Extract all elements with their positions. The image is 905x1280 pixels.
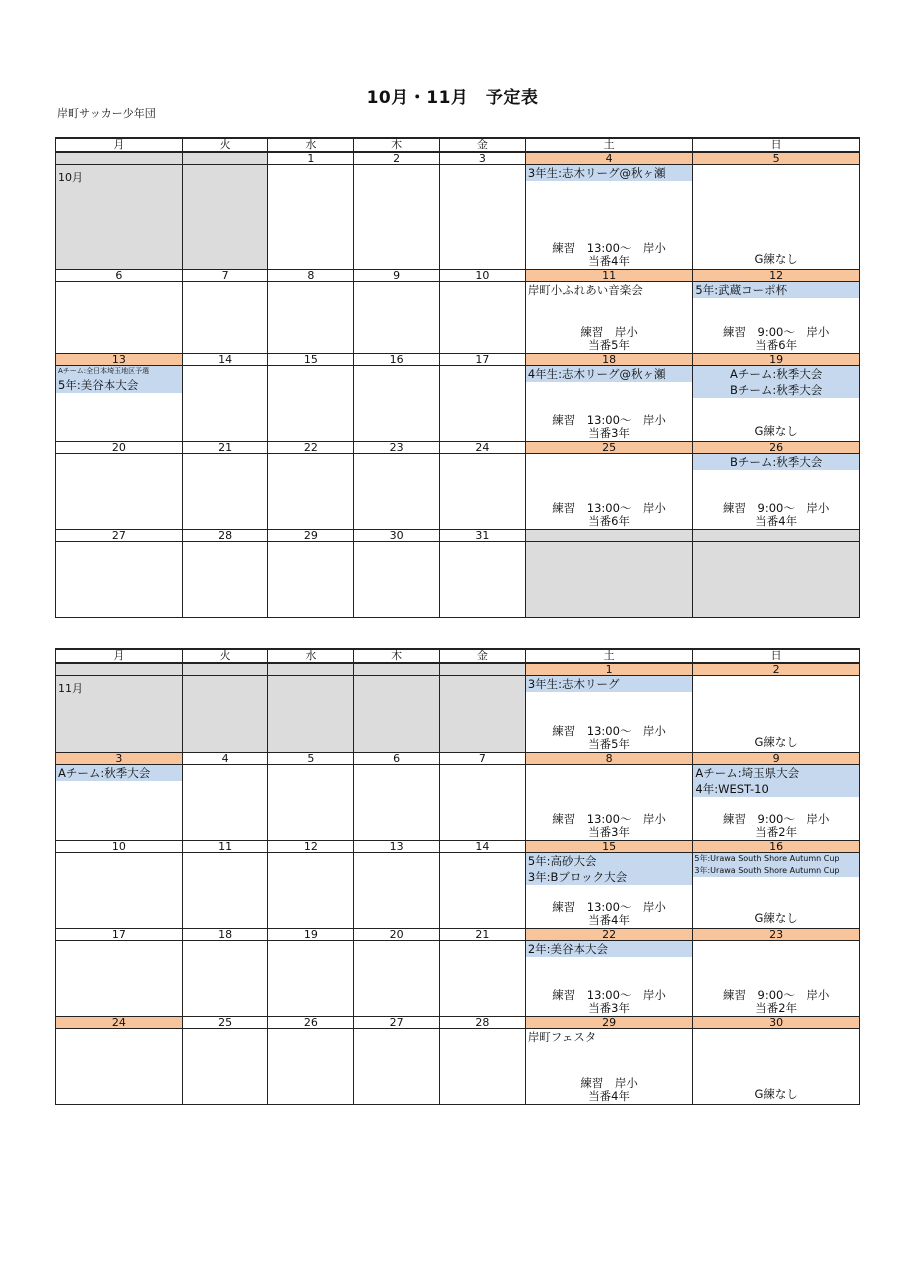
week-content-row	[56, 853, 859, 928]
week-content-row	[56, 542, 859, 617]
date-number: 20	[56, 441, 183, 454]
day-cell	[268, 853, 354, 928]
date-row	[56, 840, 859, 853]
date-number: 10	[440, 269, 526, 282]
duty-info: 当番4年	[755, 514, 798, 528]
weekday-label: 月	[56, 138, 183, 151]
month-label: 10月	[58, 171, 83, 184]
weekday-label: 水	[268, 649, 354, 662]
event-label: Aチーム:全日本埼玉地区予選	[56, 366, 182, 377]
date-number: 11	[183, 840, 269, 853]
day-cell	[183, 853, 269, 928]
date-number: 20	[354, 928, 440, 941]
date-number: 29	[526, 1016, 694, 1029]
duty-info: 当番6年	[588, 514, 631, 528]
date-number: 1	[268, 152, 354, 165]
day-cell	[56, 1029, 183, 1104]
week-content-row	[56, 282, 859, 353]
event-label: Aチーム:秋季大会	[693, 366, 859, 382]
day-cell	[693, 282, 859, 353]
date-number: 13	[56, 353, 183, 366]
event-label: 5年:美谷本大会	[56, 377, 182, 393]
date-number: 23	[354, 441, 440, 454]
day-cell	[440, 765, 526, 840]
day-cell	[526, 676, 694, 752]
day-cell	[183, 282, 269, 353]
date-number: 19	[693, 353, 859, 366]
duty-info: 当番2年	[755, 1001, 798, 1015]
practice-info: 練習 9:00～ 岸小	[723, 812, 830, 826]
date-number: 21	[440, 928, 526, 941]
day-cell	[183, 941, 269, 1016]
date-number: 30	[693, 1016, 859, 1029]
event-label: 2年:美谷本大会	[526, 941, 693, 957]
practice-info: 練習 13:00～ 岸小	[552, 241, 666, 255]
day-cell	[354, 542, 440, 617]
week-content-row	[56, 165, 859, 269]
weekday-label: 日	[693, 649, 859, 662]
date-row	[56, 1016, 859, 1029]
event-label: 3年:Urawa South Shore Autumn Cup	[693, 865, 859, 877]
date-number: 18	[526, 353, 694, 366]
date-row	[56, 752, 859, 765]
date-number	[526, 529, 694, 542]
day-cell	[268, 941, 354, 1016]
date-number: 6	[56, 269, 183, 282]
weekday-label: 火	[183, 649, 269, 662]
event-label: 4年生:志木リーグ@秋ヶ瀬	[526, 366, 693, 382]
date-number	[183, 152, 269, 165]
event-label: 3年生:志木リーグ	[526, 676, 693, 692]
day-cell	[526, 765, 694, 840]
date-number: 8	[526, 752, 694, 765]
duty-info: 当番4年	[588, 913, 631, 927]
g-practice-note: G練なし	[754, 735, 798, 749]
date-number: 31	[440, 529, 526, 542]
date-row	[56, 663, 859, 676]
date-row	[56, 353, 859, 366]
date-number: 18	[183, 928, 269, 941]
weekday-label: 金	[440, 649, 526, 662]
week-content-row	[56, 1029, 859, 1104]
day-cell	[56, 366, 183, 441]
day-cell	[354, 282, 440, 353]
day-cell	[526, 853, 694, 928]
week-content-row	[56, 454, 859, 529]
weekday-label: 木	[354, 138, 440, 151]
weekday-header	[56, 138, 859, 152]
week-content-row	[56, 676, 859, 752]
date-number: 8	[268, 269, 354, 282]
weekday-label: 土	[526, 649, 694, 662]
duty-info: 当番3年	[588, 1001, 631, 1015]
day-cell	[183, 542, 269, 617]
day-cell	[56, 941, 183, 1016]
date-number: 5	[693, 152, 859, 165]
date-number: 22	[268, 441, 354, 454]
date-number: 15	[526, 840, 694, 853]
day-cell	[440, 941, 526, 1016]
weekday-label: 金	[440, 138, 526, 151]
weekday-label: 土	[526, 138, 694, 151]
day-cell	[440, 282, 526, 353]
practice-info: 練習 13:00～ 岸小	[552, 501, 666, 515]
day-cell	[56, 165, 183, 269]
practice-info: 練習 13:00～ 岸小	[552, 724, 666, 738]
event-label: Bチーム:秋季大会	[693, 382, 859, 398]
date-number	[56, 152, 183, 165]
weekday-label: 日	[693, 138, 859, 151]
practice-info: 練習 13:00～ 岸小	[552, 988, 666, 1002]
date-number: 11	[526, 269, 694, 282]
month-label: 11月	[58, 682, 83, 695]
date-number: 26	[268, 1016, 354, 1029]
day-cell	[268, 676, 354, 752]
day-cell	[526, 366, 694, 441]
date-number: 15	[268, 353, 354, 366]
week-content-row	[56, 765, 859, 840]
date-number: 24	[56, 1016, 183, 1029]
event-label: Bチーム:秋季大会	[693, 454, 859, 470]
day-cell	[693, 676, 859, 752]
day-cell	[56, 676, 183, 752]
day-cell	[526, 165, 694, 269]
duty-info: 当番4年	[588, 1089, 631, 1103]
g-practice-note: G練なし	[754, 424, 798, 438]
duty-info: 当番5年	[588, 338, 631, 352]
duty-info: 当番5年	[588, 737, 631, 751]
day-cell	[268, 454, 354, 529]
weekday-header	[56, 649, 859, 663]
event-label: Aチーム:秋季大会	[56, 765, 182, 781]
day-cell	[268, 366, 354, 441]
day-cell	[693, 1029, 859, 1104]
practice-info: 練習 9:00～ 岸小	[723, 501, 830, 515]
day-cell	[354, 366, 440, 441]
date-number: 26	[693, 441, 859, 454]
weekday-label: 月	[56, 649, 183, 662]
day-cell	[354, 454, 440, 529]
event-label: 岸町小ふれあい音楽会	[527, 283, 643, 297]
event-label: 5年:武蔵コーポ杯	[693, 282, 859, 298]
date-number: 12	[268, 840, 354, 853]
date-number: 29	[268, 529, 354, 542]
organization-name: 岸町サッカー少年団	[57, 107, 156, 120]
date-number: 21	[183, 441, 269, 454]
day-cell	[440, 366, 526, 441]
date-number: 4	[526, 152, 694, 165]
week-content-row	[56, 366, 859, 441]
practice-info: 練習 岸小	[580, 1076, 638, 1090]
practice-info: 練習 岸小	[580, 325, 638, 339]
date-number	[440, 663, 526, 676]
day-cell	[183, 1029, 269, 1104]
event-label: 3年生:志木リーグ@秋ヶ瀬	[526, 165, 693, 181]
date-number: 2	[354, 152, 440, 165]
weekday-label: 木	[354, 649, 440, 662]
date-number: 10	[56, 840, 183, 853]
day-cell	[526, 542, 694, 617]
day-cell	[440, 1029, 526, 1104]
date-row	[56, 269, 859, 282]
date-number: 27	[56, 529, 183, 542]
date-number: 17	[56, 928, 183, 941]
date-number: 14	[183, 353, 269, 366]
day-cell	[354, 1029, 440, 1104]
date-number: 9	[354, 269, 440, 282]
day-cell	[440, 853, 526, 928]
day-cell	[354, 941, 440, 1016]
day-cell	[693, 542, 859, 617]
day-cell	[56, 853, 183, 928]
day-cell	[693, 165, 859, 269]
date-row	[56, 529, 859, 542]
week-content-row	[56, 941, 859, 1016]
day-cell	[268, 765, 354, 840]
day-cell	[183, 765, 269, 840]
date-number: 12	[693, 269, 859, 282]
event-label: 5年:高砂大会	[526, 853, 693, 869]
practice-info: 練習 13:00～ 岸小	[552, 413, 666, 427]
date-number: 2	[693, 663, 859, 676]
date-number: 16	[693, 840, 859, 853]
practice-info: 練習 9:00～ 岸小	[723, 325, 830, 339]
event-label: 岸町フェスタ	[527, 1030, 597, 1044]
date-number: 6	[354, 752, 440, 765]
day-cell	[354, 676, 440, 752]
day-cell	[183, 676, 269, 752]
date-row	[56, 441, 859, 454]
date-number: 23	[693, 928, 859, 941]
day-cell	[56, 282, 183, 353]
day-cell	[268, 1029, 354, 1104]
weekday-label: 火	[183, 138, 269, 151]
date-number	[183, 663, 269, 676]
day-cell	[268, 165, 354, 269]
date-number	[693, 529, 859, 542]
day-cell	[354, 165, 440, 269]
practice-info: 練習 13:00～ 岸小	[552, 812, 666, 826]
date-number: 16	[354, 353, 440, 366]
day-cell	[183, 454, 269, 529]
day-cell	[526, 941, 694, 1016]
date-number	[56, 663, 183, 676]
duty-info: 当番6年	[755, 338, 798, 352]
duty-info: 当番4年	[588, 254, 631, 268]
date-number: 3	[440, 152, 526, 165]
duty-info: 当番2年	[755, 825, 798, 839]
day-cell	[268, 542, 354, 617]
duty-info: 当番3年	[588, 825, 631, 839]
g-practice-note: G練なし	[754, 252, 798, 266]
date-number: 7	[440, 752, 526, 765]
date-number: 5	[268, 752, 354, 765]
date-number: 28	[183, 529, 269, 542]
day-cell	[440, 542, 526, 617]
day-cell	[183, 366, 269, 441]
day-cell	[268, 282, 354, 353]
date-number: 4	[183, 752, 269, 765]
day-cell	[440, 165, 526, 269]
date-number: 22	[526, 928, 694, 941]
page-title: 10月・11月 予定表	[366, 88, 539, 108]
november-calendar	[55, 648, 860, 1105]
date-row	[56, 152, 859, 165]
october-calendar	[55, 137, 860, 618]
date-number	[268, 663, 354, 676]
day-cell	[693, 765, 859, 840]
day-cell	[440, 454, 526, 529]
practice-info: 練習 9:00～ 岸小	[723, 988, 830, 1002]
day-cell	[56, 765, 183, 840]
date-row	[56, 928, 859, 941]
day-cell	[693, 941, 859, 1016]
date-number: 25	[526, 441, 694, 454]
day-cell	[354, 853, 440, 928]
date-number: 27	[354, 1016, 440, 1029]
duty-info: 当番3年	[588, 426, 631, 440]
date-number: 28	[440, 1016, 526, 1029]
date-number: 14	[440, 840, 526, 853]
practice-info: 練習 13:00～ 岸小	[552, 900, 666, 914]
date-number: 24	[440, 441, 526, 454]
date-number: 1	[526, 663, 694, 676]
event-label: Aチーム:埼玉県大会	[693, 765, 859, 781]
day-cell	[56, 542, 183, 617]
date-number: 7	[183, 269, 269, 282]
day-cell	[526, 1029, 694, 1104]
day-cell	[183, 165, 269, 269]
g-practice-note: G練なし	[754, 1087, 798, 1101]
date-number: 3	[56, 752, 183, 765]
date-number: 17	[440, 353, 526, 366]
day-cell	[526, 282, 694, 353]
day-cell	[693, 366, 859, 441]
day-cell	[354, 765, 440, 840]
event-label: 3年:Bブロック大会	[526, 869, 693, 885]
weekday-label: 水	[268, 138, 354, 151]
date-number: 9	[693, 752, 859, 765]
day-cell	[693, 454, 859, 529]
date-number: 25	[183, 1016, 269, 1029]
date-number	[354, 663, 440, 676]
day-cell	[56, 454, 183, 529]
event-label: 4年:WEST-10	[693, 781, 859, 797]
date-number: 13	[354, 840, 440, 853]
date-number: 19	[268, 928, 354, 941]
day-cell	[440, 676, 526, 752]
event-label: 5年:Urawa South Shore Autumn Cup	[693, 853, 859, 865]
day-cell	[693, 853, 859, 928]
g-practice-note: G練なし	[754, 911, 798, 925]
date-number: 30	[354, 529, 440, 542]
day-cell	[526, 454, 694, 529]
